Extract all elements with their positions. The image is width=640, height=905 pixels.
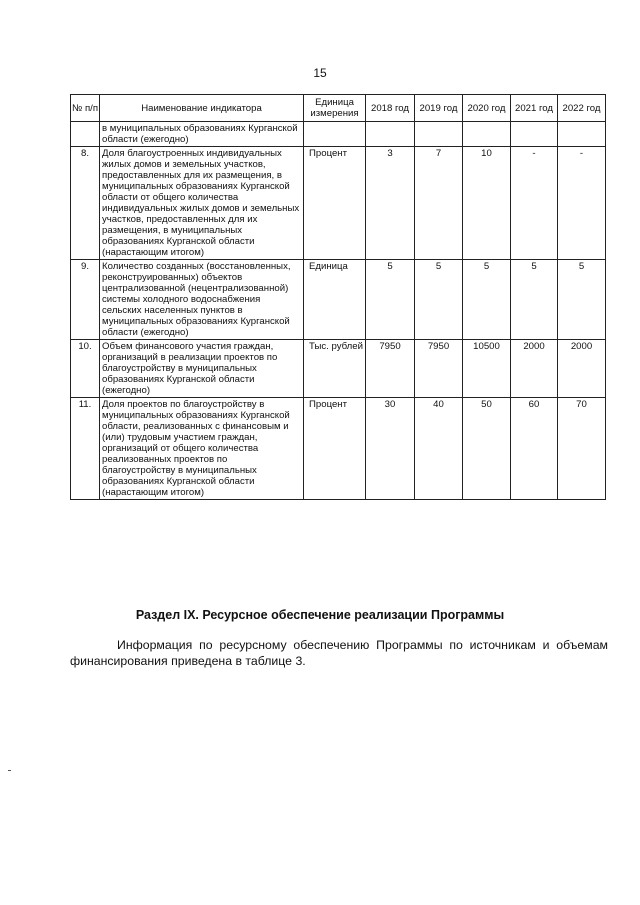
row-number: 11. (71, 398, 100, 500)
table-row (71, 340, 606, 398)
table-row (71, 398, 606, 500)
value-2022: 2000 (558, 340, 606, 398)
value-2020: 50 (463, 398, 511, 500)
indicator-name: Доля проектов по благоустройству в муниципальных образованиях Курганской области, реализованных с финансовым и (или) трудовым участием граждан, организаций от общего количества реализованных проектов по благоустройству в муниципальных образованиях Курганской области (нарастающим итогом) (100, 398, 304, 500)
table-row (71, 260, 606, 340)
table-header-row (71, 95, 606, 122)
value-2022: - (558, 147, 606, 260)
value-2019: 5 (415, 260, 463, 340)
value-2021: 60 (511, 398, 558, 500)
value-2020: 10500 (463, 340, 511, 398)
value-2020 (463, 122, 511, 147)
section-title: Раздел IX. Ресурсное обеспечение реализации Программы (135, 608, 505, 622)
header-2021: 2021 год (511, 95, 558, 122)
unit-cell: Тыс. рублей (304, 340, 366, 398)
indicator-table (70, 94, 606, 500)
value-2018: 30 (366, 398, 415, 500)
header-num: № п/п (71, 95, 100, 122)
value-2022 (558, 122, 606, 147)
value-2019: 40 (415, 398, 463, 500)
page-number: 15 (313, 66, 327, 80)
scan-artifact (8, 770, 11, 771)
table-row (71, 147, 606, 260)
indicator-name: Объем финансового участия граждан, организаций в реализации проектов по благоустройству в муниципальных образованиях Курганской области (ежегодно) (100, 340, 304, 398)
indicator-name: в муниципальных образованиях Курганской области (ежегодно) (100, 122, 304, 147)
row-number (71, 122, 100, 147)
indicator-name: Количество созданных (восстановленных, реконструированных) объектов централизованной (нецентрализованной) системы холодного водоснабжения сельских населенных пунктов в муниципальных образованиях Курганской области (ежегодно) (100, 260, 304, 340)
body-paragraph: Информация по ресурсному обеспечению Программы по источникам и объемам финансирования приведена в таблице 3. (70, 638, 608, 668)
value-2019 (415, 122, 463, 147)
header-2020: 2020 год (463, 95, 511, 122)
value-2018 (366, 122, 415, 147)
header-2022: 2022 год (558, 95, 606, 122)
unit-cell: Единица (304, 260, 366, 340)
header-2019: 2019 год (415, 95, 463, 122)
unit-cell: Процент (304, 147, 366, 260)
value-2018: 7950 (366, 340, 415, 398)
value-2019: 7950 (415, 340, 463, 398)
header-2018: 2018 год (366, 95, 415, 122)
header-name: Наименование индикатора (100, 95, 304, 122)
value-2019: 7 (415, 147, 463, 260)
value-2021: - (511, 147, 558, 260)
table-row (71, 122, 606, 147)
unit-cell: Процент (304, 398, 366, 500)
value-2022: 70 (558, 398, 606, 500)
value-2021: 2000 (511, 340, 558, 398)
value-2020: 5 (463, 260, 511, 340)
row-number: 8. (71, 147, 100, 260)
value-2020: 10 (463, 147, 511, 260)
value-2021 (511, 122, 558, 147)
value-2018: 3 (366, 147, 415, 260)
indicator-name: Доля благоустроенных индивидуальных жилых домов и земельных участков, предоставленных для их размещения, в муниципальных образованиях Курганской области от общего количества индивидуальных жилых домов и земельных участков, предоставленных для их размещения, в муниципальных образованиях Курганской области (нарастающим итогом) (100, 147, 304, 260)
header-unit: Единица измерения (304, 95, 366, 122)
unit-cell (304, 122, 366, 147)
value-2018: 5 (366, 260, 415, 340)
row-number: 9. (71, 260, 100, 340)
row-number: 10. (71, 340, 100, 398)
value-2021: 5 (511, 260, 558, 340)
value-2022: 5 (558, 260, 606, 340)
